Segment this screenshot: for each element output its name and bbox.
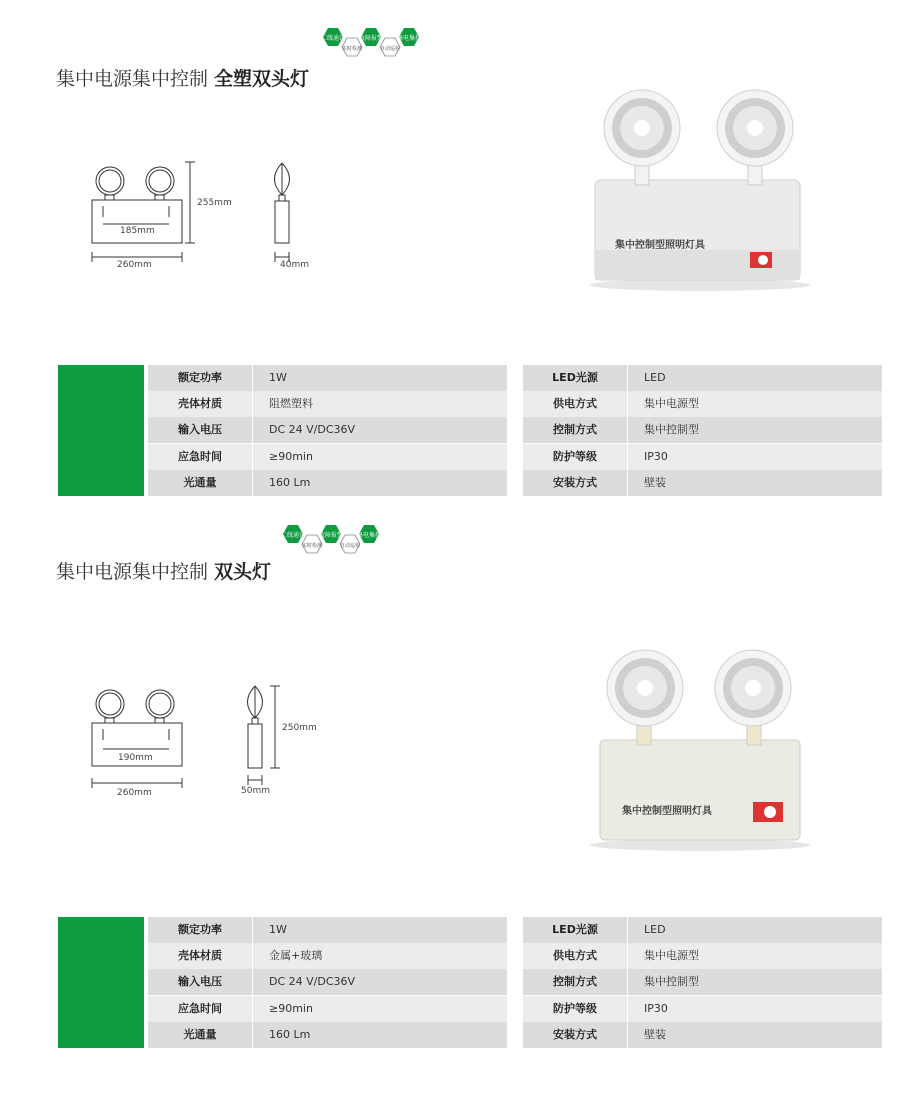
spec-key: LED光源 <box>552 371 598 384</box>
spec-row <box>148 365 507 391</box>
spec-key: 光通量 <box>183 1027 217 1041</box>
spec-value: ≥90min <box>269 1001 313 1015</box>
spec-value: ≥90min <box>269 449 313 463</box>
spec-row <box>148 391 507 417</box>
spec-value: DC 24 V/DC36V <box>269 975 356 989</box>
spec-key: 壳体材质 <box>178 397 222 411</box>
product-photo <box>585 80 815 295</box>
badge-label: 集电集控 <box>396 35 422 42</box>
spec-key: 安装方式 <box>553 475 597 489</box>
spec-key: 防护等级 <box>553 1001 597 1015</box>
spec-value: 1W <box>269 371 287 384</box>
spec-row <box>523 365 882 391</box>
spec-row <box>523 1022 882 1048</box>
dimension-drawing <box>85 680 315 805</box>
badge-icon <box>321 28 345 46</box>
title-bold: 全塑双头灯 <box>214 68 310 90</box>
badge-label: 集电集控 <box>356 532 382 539</box>
spec-value: 阻燃塑料 <box>269 397 313 411</box>
badge-label: 自动巡检 <box>379 46 401 52</box>
spec-value: 1W <box>269 923 287 936</box>
spec-row <box>148 917 507 943</box>
spec-key: LED光源 <box>552 923 598 936</box>
badge-label: 实时检测 <box>301 543 323 549</box>
spec-value: IP30 <box>644 1001 668 1015</box>
spec-value: 集中电源型 <box>644 949 699 963</box>
spec-row <box>523 417 882 443</box>
spec-value: 金属+玻璃 <box>269 949 323 963</box>
spec-row <box>523 969 882 995</box>
product-photo <box>585 640 815 855</box>
badge-icon <box>359 28 383 46</box>
product-title <box>56 557 271 584</box>
badge-label: 故障报警 <box>358 35 384 42</box>
photo-label: 集中控制型照明灯具 <box>622 806 712 817</box>
spec-row <box>148 470 507 496</box>
spec-key: 壳体材质 <box>178 949 222 963</box>
spec-key: 输入电压 <box>178 975 222 989</box>
spec-row <box>148 943 507 969</box>
spec-key: 控制方式 <box>553 975 597 989</box>
spec-row <box>148 969 507 995</box>
feature-badges <box>280 523 384 563</box>
spec-color-block <box>58 917 144 1048</box>
spec-value: LED <box>644 371 666 384</box>
spec-key: 应急时间 <box>178 1001 222 1015</box>
spec-row <box>523 917 882 943</box>
spec-key: 防护等级 <box>553 449 597 463</box>
badge-icon <box>281 525 305 543</box>
spec-row <box>148 996 507 1022</box>
spec-value: DC 24 V/DC36V <box>269 423 356 437</box>
badge-label: 实时检测 <box>341 46 363 52</box>
spec-key: 供电方式 <box>553 397 597 411</box>
spec-row <box>523 943 882 969</box>
spec-value: 160 Lm <box>269 475 311 489</box>
product-section-1 <box>0 0 906 520</box>
dim-height: 255mm <box>197 198 232 208</box>
spec-color-block <box>58 365 144 496</box>
spec-row <box>523 391 882 417</box>
spec-key: 应急时间 <box>178 449 222 463</box>
spec-key: 额定功率 <box>178 371 222 384</box>
spec-key: 输入电压 <box>178 423 222 437</box>
spec-key: 额定功率 <box>178 923 222 936</box>
spec-value: 壁装 <box>644 475 666 489</box>
spec-key: 安装方式 <box>553 1027 597 1041</box>
badge-icon <box>397 28 421 46</box>
photo-label: 集中控制型照明灯具 <box>615 240 705 251</box>
spec-value: 160 Lm <box>269 1027 311 1041</box>
spec-table-right <box>523 365 882 496</box>
spec-key: 控制方式 <box>553 423 597 437</box>
spec-key: 光通量 <box>183 475 217 489</box>
spec-row <box>523 996 882 1022</box>
spec-key: 供电方式 <box>553 949 597 963</box>
spec-value: 集中控制型 <box>644 423 699 437</box>
spec-table-left <box>148 917 507 1048</box>
product-title <box>56 64 309 91</box>
spec-table-right <box>523 917 882 1048</box>
badge-label: 故障报警 <box>318 532 344 539</box>
spec-value: 集中电源型 <box>644 397 699 411</box>
spec-table-left <box>148 365 507 496</box>
title-regular: 集中电源集中控制 <box>56 561 215 583</box>
dim-height: 250mm <box>282 723 317 733</box>
spec-value: LED <box>644 923 666 936</box>
title-bold: 双头灯 <box>214 561 272 583</box>
dim-inner: 190mm <box>118 753 153 763</box>
badge-label: 二线通讯 <box>320 35 346 42</box>
dim-depth: 50mm <box>241 786 270 796</box>
badge-label: 自动巡检 <box>339 543 361 549</box>
spec-value: 集中控制型 <box>644 975 699 989</box>
spec-row <box>148 444 507 470</box>
spec-row <box>523 444 882 470</box>
dim-width: 260mm <box>117 260 152 270</box>
badge-label: 二线通讯 <box>280 532 306 539</box>
dim-width: 260mm <box>117 788 152 798</box>
spec-value: 壁装 <box>644 1027 666 1041</box>
spec-row <box>148 1022 507 1048</box>
badge-icon <box>357 525 381 543</box>
spec-row <box>148 417 507 443</box>
product-section-2 <box>0 520 906 1080</box>
title-regular: 集中电源集中控制 <box>56 68 215 90</box>
dim-inner: 185mm <box>120 226 155 236</box>
feature-badges <box>320 26 424 66</box>
spec-row <box>523 470 882 496</box>
dim-depth: 40mm <box>280 260 309 270</box>
badge-icon <box>319 525 343 543</box>
spec-value: IP30 <box>644 449 668 463</box>
